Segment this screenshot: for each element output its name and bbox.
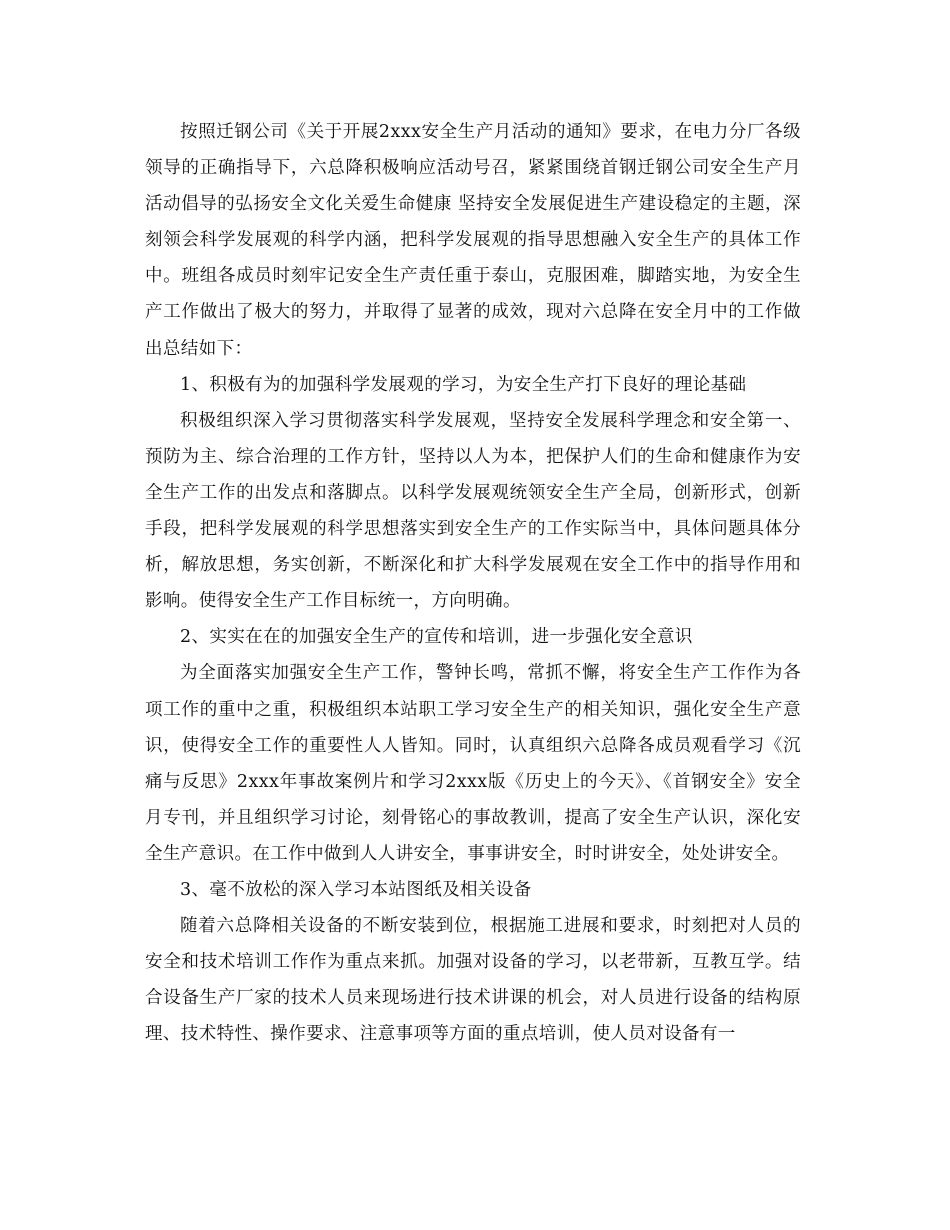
document-body xyxy=(145,114,801,1052)
section-heading-2: 2、实实在在的加强安全生产的宣传和培训，进一步强化安全意识 xyxy=(180,627,693,648)
section-heading-3: 3、毫不放松的深入学习本站图纸及相关设备 xyxy=(180,879,532,900)
section-heading-1: 1、积极有为的加强科学发展观的学习，为安全生产打下良好的理论基础 xyxy=(180,374,747,395)
section-body-1: 积极组织深入学习贯彻落实科学发展观，坚持安全发展科学理念和安全第一、预防为主、综合治理的工作方针，坚持以人为本，把保护人们的生命和健康作为安全生产工作的出发点和落脚点。以科学发展观统领安全生产全局，创新形式，创新手段，把科学发展观的科学思想落实到安全生产的工作实际当中，具体问题具体分析，解放思想，务实创新，不断深化和扩大科学发展观在安全工作中的指导作用和影响。使得安全生产工作目标统一，方向明确。 xyxy=(145,410,801,612)
intro-paragraph: 按照迁钢公司《关于开展2xxx安全生产月活动的通知》要求，在电力分厂各级领导的正确指导下，六总降积极响应活动号召，紧紧围绕首钢迁钢公司安全生产月活动倡导的弘扬安全文化关爱生命健康 坚持安全发展促进生产建设稳定的主题，深刻领会科学发展观的科学内涵，把科学发展观的指导思想融入安全生产的具体工作中。班组各成员时刻牢记安全生产责任重于泰山，克服困难，脚踏实地，为安全生产工作做出了极大的努力，并取得了显著的成效，现对六总降在安全月中的工作做出总结如下： xyxy=(145,122,801,359)
section-body-3: 随着六总降相关设备的不断安装到位，根据施工进展和要求，时刻把对人员的安全和技术培训工作作为重点来抓。加强对设备的学习，以老带新，互教互学。结合设备生产厂家的技术人员来现场进行技术讲课的机会，对人员进行设备的结构原理、技术特性、操作要求、注意事项等方面的重点培训，使人员对设备有一 xyxy=(145,916,801,1045)
section-body-2: 为全面落实加强安全生产工作，警钟长鸣，常抓不懈，将安全生产工作作为各项工作的重中之重，积极组织本站职工学习安全生产的相关知识，强化安全生产意识，使得安全工作的重要性人人皆知。同时，认真组织六总降各成员观看学习《沉痛与反思》2xxx年事故案例片和学习2xxx版《历史上的今天》、《首钢安全》安全月专刊，并且组织学习讨论，刻骨铭心的事故教训，提高了安全生产认识，深化安全生产意识。在工作中做到人人讲安全，事事讲安全，时时讲安全，处处讲安全。 xyxy=(145,663,801,864)
